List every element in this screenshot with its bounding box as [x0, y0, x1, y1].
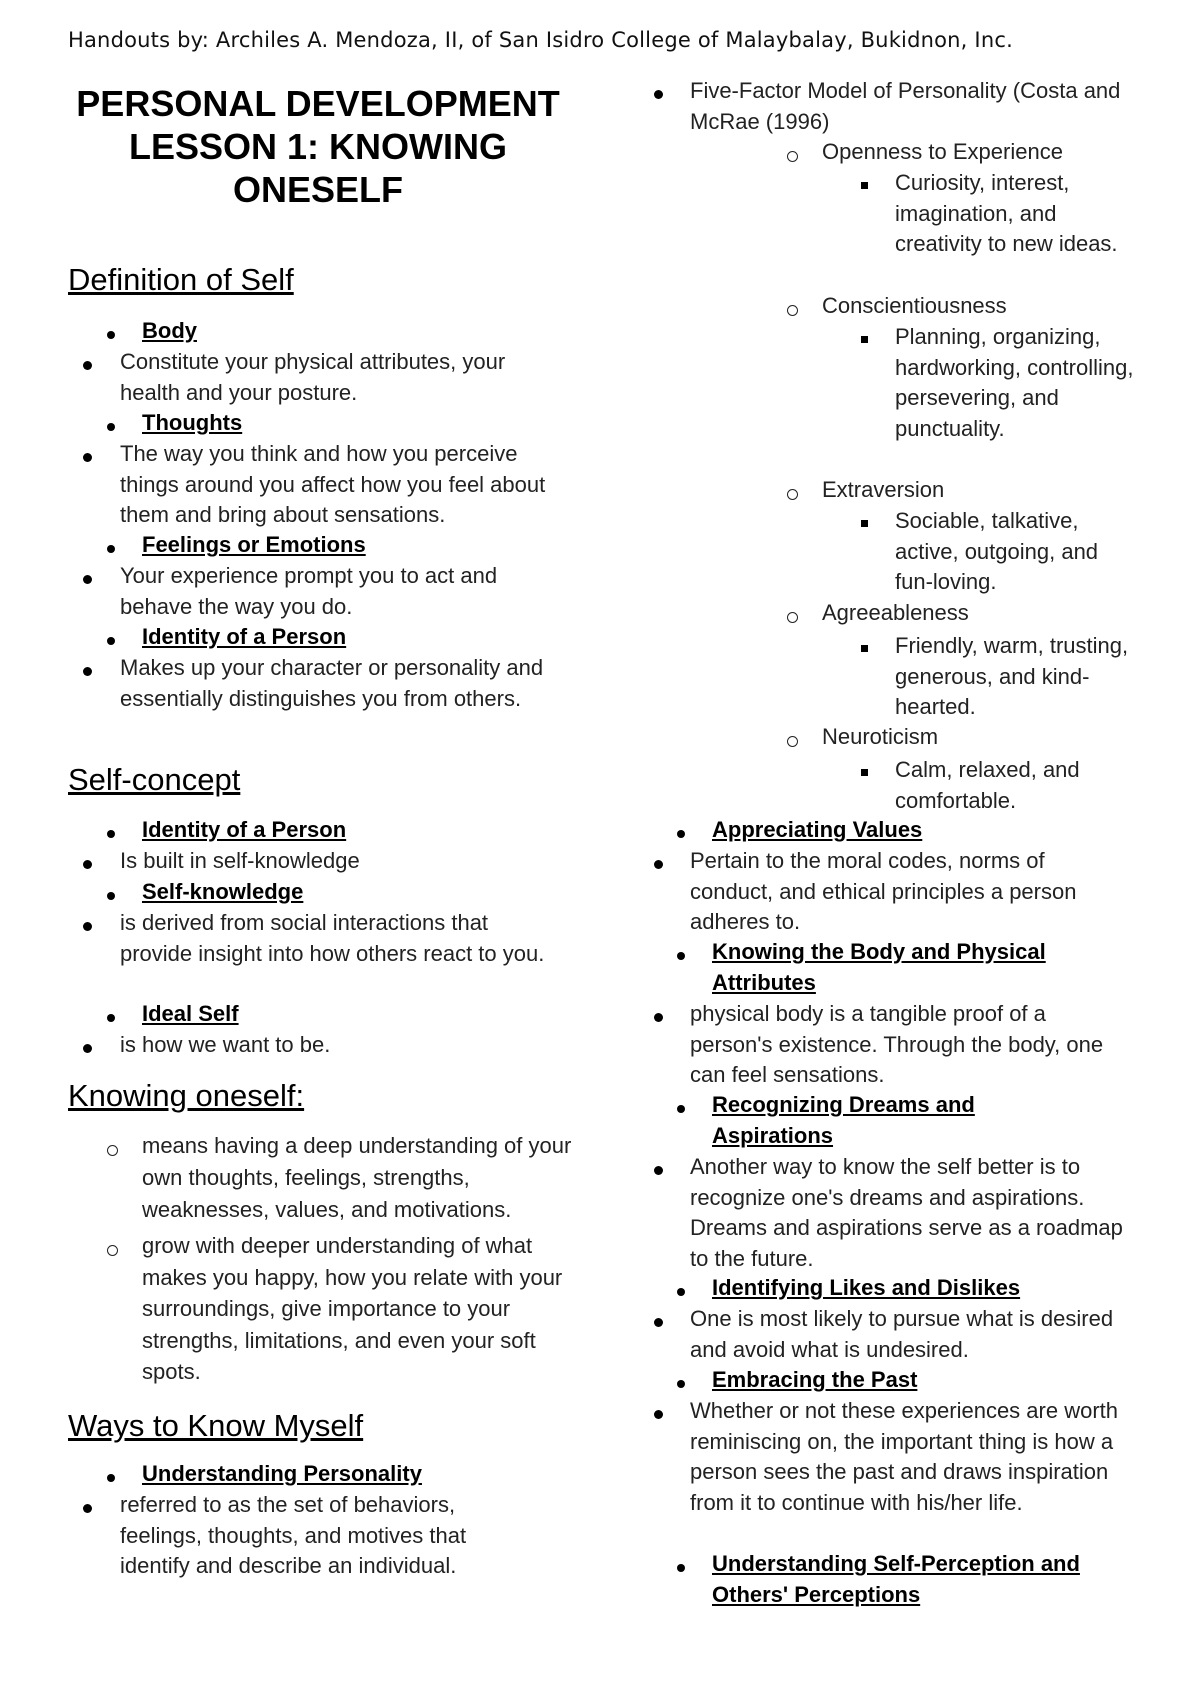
bullet-icon [107, 545, 115, 553]
bullet-icon [677, 952, 685, 960]
bullet-icon [83, 1044, 92, 1053]
bullet-icon [83, 1504, 92, 1513]
factor-description: Friendly, warm, trusting, generous, and kind-hearted. [895, 633, 1129, 719]
topic-text: One is most likely to pursue what is desired and avoid what is undesired. [690, 1306, 1114, 1362]
factor-name: Neuroticism [822, 724, 939, 749]
factor-name: Openness to Experience [822, 139, 1063, 164]
definition-of-self-heading: Definition of Self [68, 262, 294, 297]
bullet-icon [677, 1288, 685, 1296]
five-factor-intro: Five-Factor Model of Personality (Costa and McRae (1996) [690, 78, 1121, 134]
definition-text: Constitute your physical attributes, your health and your posture. [120, 349, 506, 405]
page-title [68, 82, 568, 211]
topic-text: physical body is a tangible proof of a person's existence. Through the body, one can feel sensations. [690, 1001, 1104, 1087]
bullet-icon [83, 361, 92, 370]
topic-text: Another way to know the self better is to recognize one's dreams and aspirations. Dreams and aspirations serve as a roadmap to the future. [690, 1154, 1123, 1271]
definition-label: Thoughts [142, 410, 243, 435]
factor-description: Sociable, talkative, active, outgoing, and fun-loving. [895, 508, 1099, 594]
self-concept-text: is derived from social interactions that provide insight into how others react to you. [120, 910, 545, 966]
topic-label: Knowing the Body and Physical Attributes [712, 939, 1046, 995]
definition-text: Makes up your character or personality and essentially distinguishes you from others. [120, 655, 544, 711]
topic-label: Recognizing Dreams and Aspirations [712, 1092, 975, 1148]
bullet-icon [107, 830, 115, 838]
circle-bullet-icon [107, 1245, 118, 1256]
definition-label: Body [142, 318, 197, 343]
bullet-icon [677, 1105, 685, 1113]
title-line: LESSON 1: KNOWING [128, 126, 508, 167]
square-bullet-icon [861, 520, 868, 527]
self-concept-text: Is built in self-knowledge [120, 848, 360, 873]
bullet-icon [107, 423, 115, 431]
topic-label: Appreciating Values [712, 817, 923, 842]
title-line: PERSONAL DEVELOPMENT [76, 83, 560, 124]
topic-label: Identifying Likes and Dislikes [712, 1275, 1021, 1300]
factor-name: Extraversion [822, 477, 945, 502]
factor-description: Calm, relaxed, and comfortable. [895, 757, 1080, 813]
bullet-icon [654, 1410, 663, 1419]
factor-name: Conscientiousness [822, 293, 1007, 318]
definition-text: Your experience prompt you to act and behave the way you do. [120, 563, 498, 619]
bullet-icon [677, 1380, 685, 1388]
bullet-icon [107, 331, 115, 339]
self-concept-text: is how we want to be. [120, 1032, 331, 1057]
definition-text: The way you think and how you perceive things around you affect how you feel about them and bring about sensations. [120, 441, 546, 527]
topic-text: Whether or not these experiences are worth reminiscing on, the important thing is how a person sees the past and draws inspiration from it to continue with his/her life. [690, 1398, 1119, 1515]
circle-bullet-icon [787, 736, 798, 747]
bullet-icon [83, 922, 92, 931]
square-bullet-icon [861, 182, 868, 189]
circle-bullet-icon [787, 612, 798, 623]
topic-label: Understanding Self-Perception and Others' Perceptions [712, 1551, 1080, 1607]
square-bullet-icon [861, 769, 868, 776]
title-line: ONESELF [232, 169, 403, 210]
knowing-point: grow with deeper understanding of what makes you happy, how you relate with your surroundings, give importance to your strengths, limitations, and even your soft spots. [142, 1233, 563, 1384]
handout-credit: Handouts by: Archiles A. Mendoza, II, of San Isidro College of Malaybalay, Bukidnon, Inc. [68, 28, 1013, 52]
bullet-icon [677, 830, 685, 838]
bullet-icon [654, 90, 663, 99]
bullet-icon [83, 575, 92, 584]
definition-label: Identity of a Person [142, 624, 347, 649]
self-concept-label: Ideal Self [142, 1001, 239, 1026]
ways-to-know-heading: Ways to Know Myself [68, 1408, 364, 1443]
factor-description: Planning, organizing, hardworking, controlling, persevering, and punctuality. [895, 324, 1134, 441]
bullet-icon [83, 453, 92, 462]
bullet-icon [654, 860, 663, 869]
bullet-icon [83, 667, 92, 676]
square-bullet-icon [861, 645, 868, 652]
knowing-oneself-heading: Knowing oneself: [68, 1078, 305, 1113]
bullet-icon [654, 1013, 663, 1022]
bullet-icon [107, 1014, 115, 1022]
square-bullet-icon [861, 336, 868, 343]
ways-text: referred to as the set of behaviors, feelings, thoughts, and motives that identify and describe an individual. [120, 1492, 467, 1578]
topic-text: Pertain to the moral codes, norms of conduct, and ethical principles a person adheres to. [690, 848, 1077, 934]
bullet-icon [83, 860, 92, 869]
bullet-icon [107, 637, 115, 645]
bullet-icon [654, 1166, 663, 1175]
self-concept-heading: Self-concept [68, 762, 241, 797]
definition-label: Feelings or Emotions [142, 532, 366, 557]
bullet-icon [107, 1474, 115, 1482]
circle-bullet-icon [107, 1145, 118, 1156]
self-concept-label: Self-knowledge [142, 879, 304, 904]
bullet-icon [107, 892, 115, 900]
circle-bullet-icon [787, 305, 798, 316]
bullet-icon [654, 1318, 663, 1327]
circle-bullet-icon [787, 489, 798, 500]
factor-name: Agreeableness [822, 600, 969, 625]
factor-description: Curiosity, interest, imagination, and creativity to new ideas. [895, 170, 1118, 256]
self-concept-label: Identity of a Person [142, 817, 347, 842]
topic-label: Embracing the Past [712, 1367, 918, 1392]
ways-label: Understanding Personality [142, 1461, 422, 1486]
bullet-icon [677, 1564, 685, 1572]
circle-bullet-icon [787, 151, 798, 162]
knowing-point: means having a deep understanding of your own thoughts, feelings, strengths, weaknesses, values, and motivations. [142, 1133, 572, 1222]
